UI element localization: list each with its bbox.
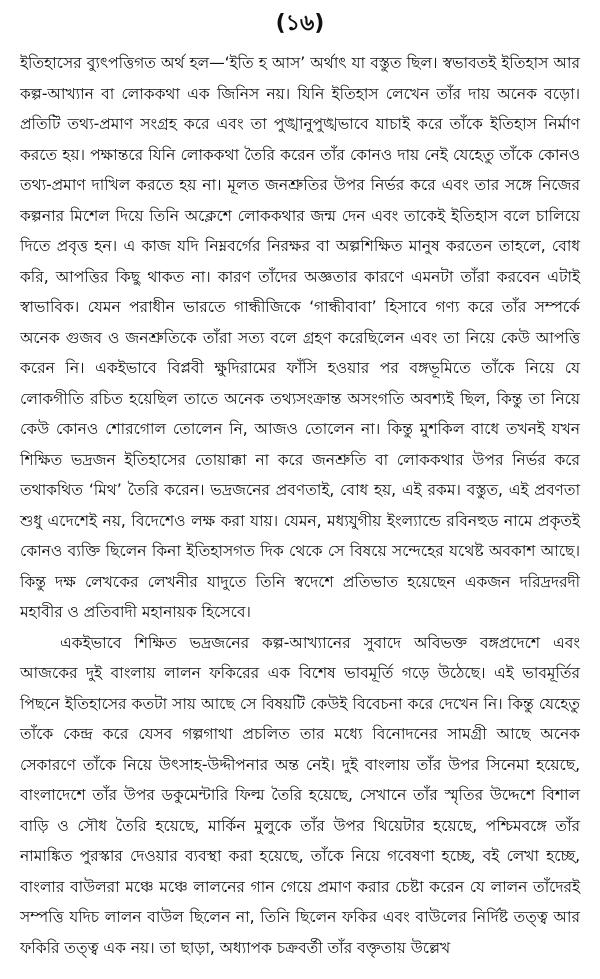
paragraph-2: একইভাবে শিক্ষিত ভদ্রজনের কল্প-আখ্যানের সুবাদে অবিভক্ত বঙ্গপ্রদেশে এবং আজকের দুই বাংলায় লালন ফকিরের এক বিশেষ ভাবমূর্তি গড়ে উঠেছে। এই ভাবমূর্তির পিছনে ইতিহাসের কতটা সায় আছে সে বিষয়টি কেউই বিবেচনা করে দেখেন নি। কিন্তু যেহেতু তাঁকে কেন্দ্র করে যেসব গল্পগাথা প্রচলিত তার মধ্যে বিনোদনের সামগ্রী আছে অনেক সেকারণে তাঁকে নিয়ে উৎসাহ-উদ্দীপনার অন্ত নেই। দুই বাংলায় তাঁর উপর সিনেমা হয়েছে, বাংলাদেশে তাঁর উপর ডকুমেন্টারি ফিল্ম তৈরি হয়েছে, সেখানে তাঁর স্মৃতির উদ্দেশে বিশাল বাড়ি ও সৌধ তৈরি হয়েছে, মার্কিন মুলুকে তাঁর উপর থিয়েটার হয়েছে, পশ্চিমবঙ্গে তাঁর নামাঙ্কিত পুরস্কার দেওয়ার ব্যবস্থা করা হয়েছে, তাঁকে নিয়ে গবেষণা হচ্ছে, বই লেখা হচ্ছে, বাংলার বাউলরা মঞ্চে মঞ্চে লালনের গান গেয়ে প্রমাণ করার চেষ্টা করেন যে লালন তাঁদেরই সম্পত্তি যদিচ লালন বাউল ছিলেন না, তিনি ছিলেন ফকির এবং বাউলের নির্দিষ্ট তত্ত্ব আর ফকিরি তত্ত্ব এক নয়। তা ছাড়া, অধ্যাপক চক্রবর্তী তাঁর বক্তৃতায় উল্লেখ: [20, 633, 580, 957]
page-number: (১৬): [275, 11, 325, 36]
paragraph-1: ইতিহাসের ব্যুৎপত্তিগত অর্থ হল—‘ইতি হ আস’ অর্থাৎ যা বস্তুত ছিল। স্বভাবতই ইতিহাস আর কল্প-আখ্যান বা লোককথা এক জিনিস নয়। যিনি ইতিহাস লেখেন তাঁর দায় অনেক বড়ো। প্রতিটি তথ্য-প্রমাণ সংগ্রহ করে এবং তা পুঙ্খানুপুঙ্খভাবে যাচাই করে তাঁকে ইতিহাস নির্মাণ করতে হয়। পক্ষান্তরে যিনি লোককথা তৈরি করেন তাঁর কোনও দায় নেই যেহেতু তাঁকে কোনও তথ্য-প্রমাণ দাখিল করতে হয় না। মূলত জনশ্রুতির উপর নির্ভর করে এবং তার সঙ্গে নিজের কল্পনার মিশেল দিয়ে তিনি অক্লেশে লোককথার জন্ম দেন এবং তাকেই ইতিহাস বলে চালিয়ে দিতে প্রবৃত্ত হন। এ কাজ যদি নিম্নবর্গের নিরক্ষর বা অল্পশিক্ষিত মানুষ করতেন তাহলে, বোধ করি, আপত্তির কিছু থাকত না। কারণ তাঁদের অজ্ঞতার কারণে এমনটা তাঁরা করবেন এটাই স্বাভাবিক। যেমন পরাধীন ভারতে গান্ধীজিকে ‘গান্ধীবাবা’ হিসাবে গণ্য করে তাঁর সম্পর্কে অনেক গুজব ও জনশ্রুতিকে তাঁরা সত্য বলে গ্রহণ করেছিলেন এবং তা নিয়ে কেউ আপত্তি করেন নি। একইভাবে বিপ্লবী ক্ষুদিরামের ফাঁসি হওয়ার পর বঙ্গভূমিতে তাঁকে নিয়ে যে লোকগীতি রচিত হয়েছিল তাতে অনেক তথ্যসংক্রান্ত অসংগতি অবশ্যই ছিল, কিন্তু তা নিয়ে কেউ কোনও শোরগোল তোলেন নি, আজও তোলেন না। কিন্তু মুশকিল বাধে তখনই যখন শিক্ষিত ভদ্রজন ইতিহাসের তোয়াক্কা না করে জনশ্রুতি বা লোককথার উপর নির্ভর করে তথাকথিত ‘মিথ’ তৈরি করেন। ভদ্রজনের প্রবণতাই, বোধ হয়, এই রকম। বস্তুত, এই প্রবণতা শুধু এদেশেই নয়, বিদেশেও লক্ষ করা যায়। যেমন, মধ্যযুগীয় ইংল্যান্ডে রবিনহুড নামে প্রকৃতই কোনও ব্যক্তি ছিলেন কিনা ইতিহাসগত দিক থেকে সে বিষয়ে সন্দেহের যথেষ্ট অবকাশ আছে। কিন্তু দক্ষ লেখকের লেখনীর যাদুতে তিনি স্বদেশে প্রতিভাত হয়েছেন একজন দরিদ্রদরদী মহাবীর ও প্রতিবাদী মহানায়ক হিসেবে।: [20, 54, 581, 621]
